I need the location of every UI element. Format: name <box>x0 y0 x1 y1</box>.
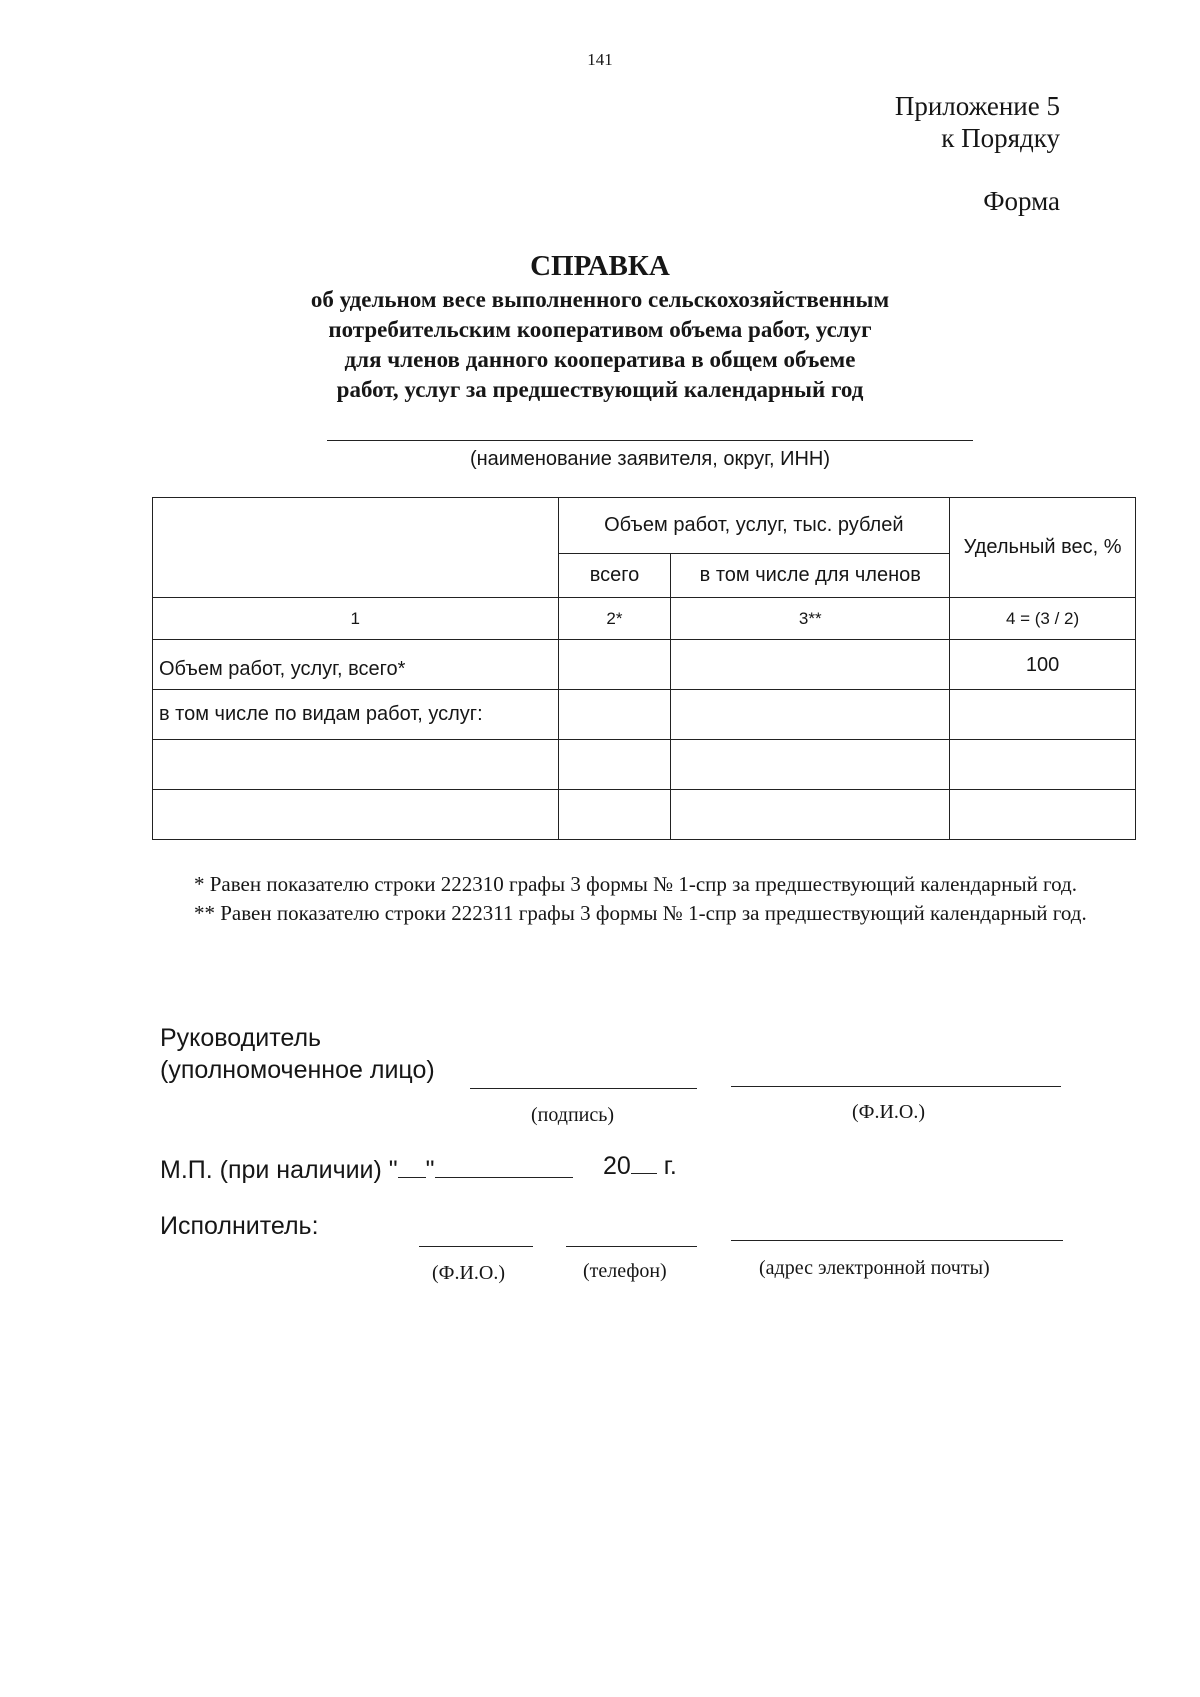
row-members-cell[interactable] <box>671 790 950 840</box>
month-field[interactable] <box>435 1177 573 1178</box>
executor-phone-caption: (телефон) <box>583 1260 667 1282</box>
year-suffix: г. <box>663 1152 677 1180</box>
volume-table <box>152 497 1136 840</box>
header-volume: Объем работ, услуг, тыс. рублей <box>558 498 950 554</box>
row-share-cell[interactable] <box>950 740 1136 790</box>
row-total-cell[interactable] <box>558 790 671 840</box>
stamp-prefix: М.П. (при наличии) " <box>160 1156 398 1184</box>
row-total-cell[interactable] <box>558 640 671 690</box>
signature-caption: (подпись) <box>531 1104 615 1126</box>
executor-phone-field[interactable] <box>566 1246 697 1247</box>
row-members-cell[interactable] <box>671 740 950 790</box>
row-label[interactable] <box>153 740 559 790</box>
document-subtitle <box>230 285 970 405</box>
executor-email-field[interactable] <box>731 1240 1063 1241</box>
col-number-3: 3** <box>671 598 950 640</box>
header-empty-cell <box>153 498 559 598</box>
footnote-1: * Равен показателю строки 222310 графы 3 формы № 1-спр за предшествующий календарный год. <box>194 872 1077 896</box>
row-total-cell[interactable] <box>558 740 671 790</box>
head-label-line-1: Руководитель <box>160 1024 322 1052</box>
table-row <box>153 740 1136 790</box>
form-label: Форма <box>983 186 1060 216</box>
header-members: в том числе для членов <box>671 554 950 598</box>
year-prefix: 20 <box>603 1152 631 1180</box>
applicant-caption: (наименование заявителя, округ, ИНН) <box>469 448 831 470</box>
stamp-quote: " <box>425 1156 435 1184</box>
row-members-cell[interactable] <box>671 690 950 740</box>
executor-label: Исполнитель: <box>160 1212 319 1240</box>
annex-line-2: к Порядку <box>941 123 1060 153</box>
subtitle-line-4: работ, услуг за предшествующий календарный год <box>336 377 864 402</box>
day-field[interactable] <box>398 1177 426 1178</box>
column-number-row <box>153 598 1136 640</box>
executor-name-caption: (Ф.И.О.) <box>432 1262 506 1284</box>
row-share-cell[interactable]: 100 <box>950 640 1136 690</box>
head-name-field[interactable] <box>731 1086 1061 1087</box>
row-label: Объем работ, услуг, всего* <box>153 640 559 690</box>
year-field[interactable] <box>631 1173 657 1174</box>
footnote-2: ** Равен показателю строки 222311 графы 3 формы № 1-спр за предшествующий календарный год. <box>194 901 1087 925</box>
stamp-label <box>160 1156 573 1185</box>
applicant-name-field[interactable] <box>327 440 973 441</box>
row-members-cell[interactable] <box>671 640 950 690</box>
page-number: 141 <box>587 50 613 69</box>
year-label <box>603 1152 677 1181</box>
signature-field[interactable] <box>470 1088 697 1089</box>
subtitle-line-3: для членов данного кооператива в общем объеме <box>344 347 856 372</box>
row-share-cell[interactable] <box>950 690 1136 740</box>
table-row <box>153 790 1136 840</box>
row-label: в том числе по видам работ, услуг: <box>153 690 559 740</box>
footnotes <box>160 870 1146 928</box>
row-total-cell[interactable] <box>558 690 671 740</box>
executor-email-caption: (адрес электронной почты) <box>759 1257 990 1279</box>
header-share: Удельный вес, % <box>950 498 1136 598</box>
table-row <box>153 690 1136 740</box>
head-name-caption: (Ф.И.О.) <box>852 1101 926 1123</box>
col-number-2: 2* <box>558 598 671 640</box>
row-share-cell[interactable] <box>950 790 1136 840</box>
head-label-line-2: (уполномоченное лицо) <box>160 1056 435 1084</box>
subtitle-line-2: потребительским кооперативом объема работ, услуг <box>328 317 872 342</box>
header-total: всего <box>558 554 671 598</box>
col-number-1: 1 <box>153 598 559 640</box>
table-row <box>153 640 1136 690</box>
row-label[interactable] <box>153 790 559 840</box>
col-number-4: 4 = (3 / 2) <box>950 598 1136 640</box>
annex-reference <box>895 90 1060 154</box>
document-title: СПРАВКА <box>530 250 670 282</box>
subtitle-line-1: об удельном весе выполненного сельскохозяйственным <box>310 287 890 312</box>
executor-name-field[interactable] <box>419 1246 533 1247</box>
annex-line-1: Приложение 5 <box>894 91 1060 121</box>
